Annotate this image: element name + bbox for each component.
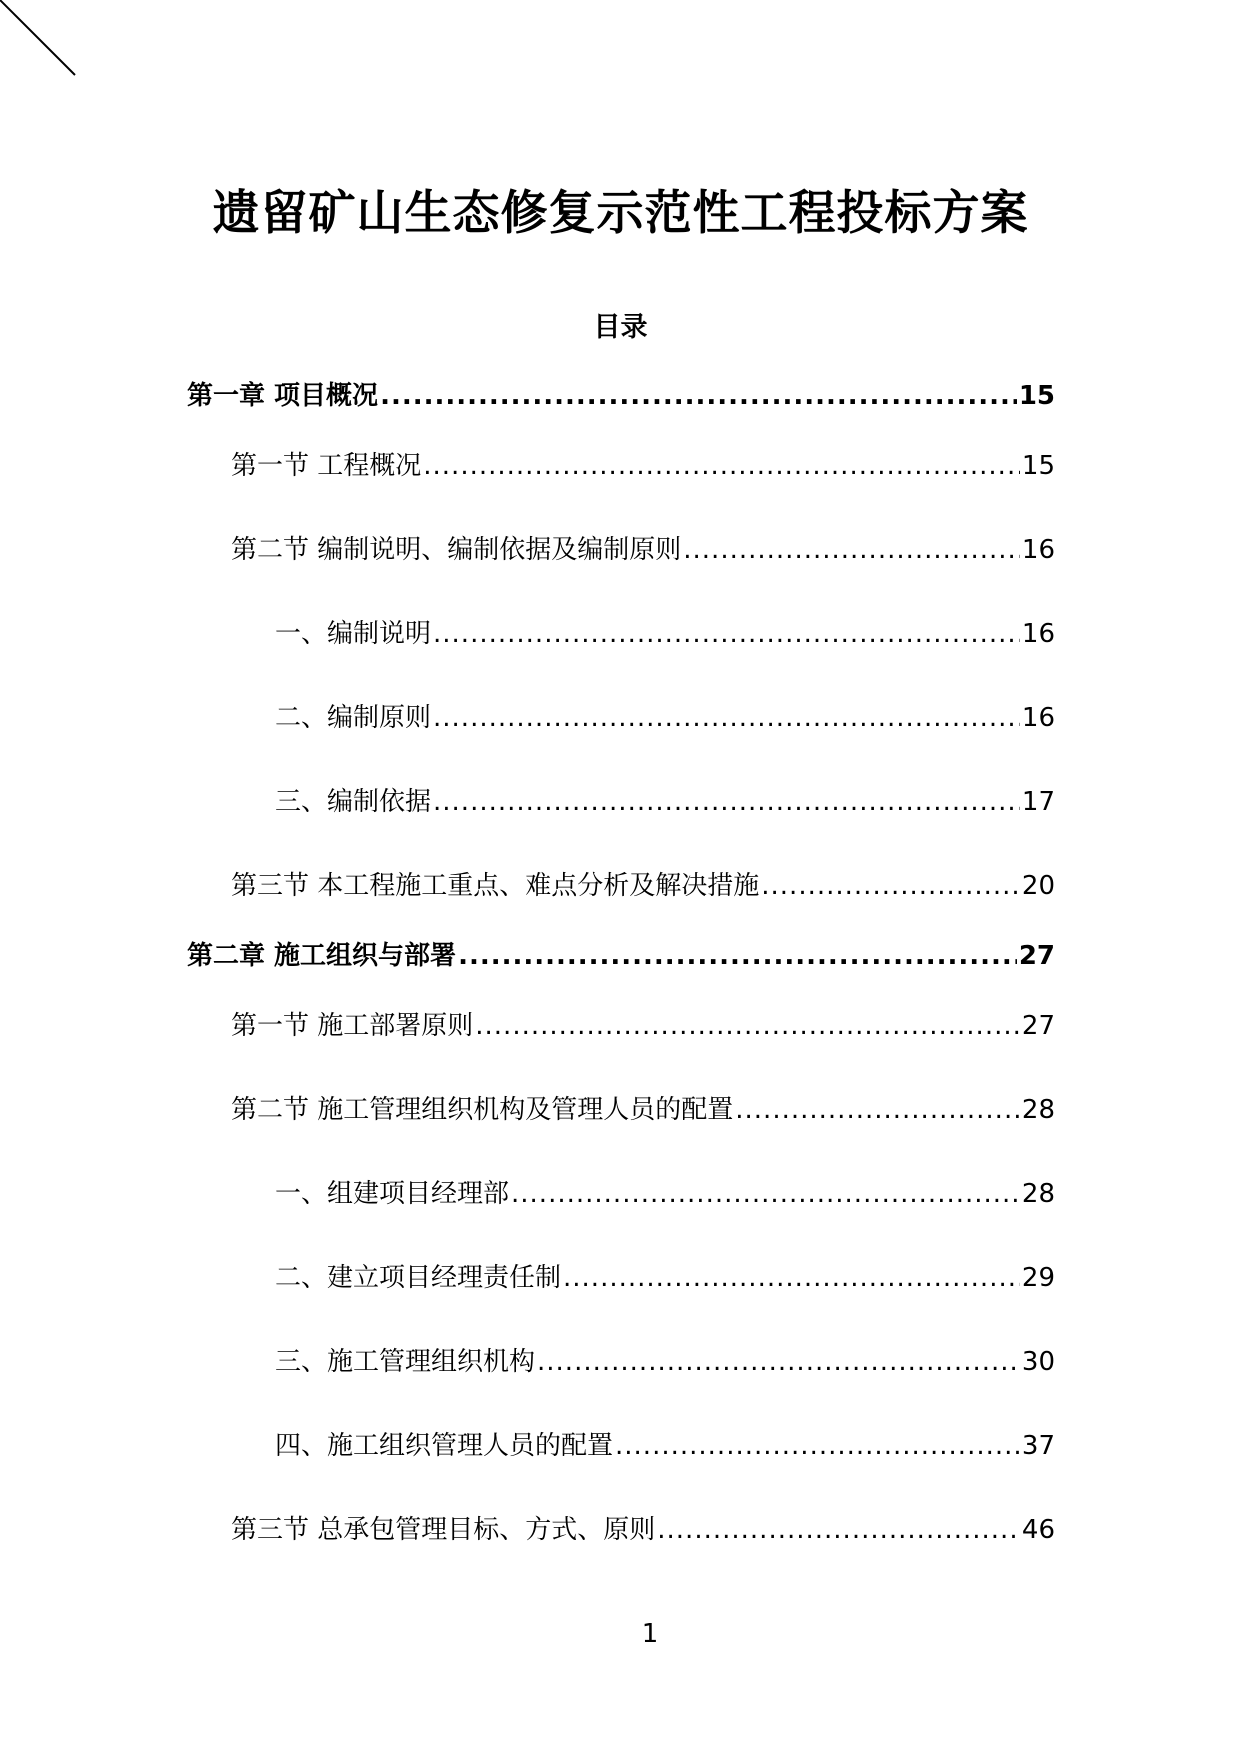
toc-entry-page: 16: [1021, 703, 1055, 733]
toc-entry-section-1-1[interactable]: [231, 446, 1055, 486]
toc-dot-leader: [511, 1174, 1020, 1214]
toc-dot-leader: [761, 866, 1020, 906]
toc-entry-section-2-3[interactable]: [231, 1510, 1055, 1550]
toc-dot-leader: [537, 1342, 1020, 1382]
toc-entry-label: 第一节 工程概况: [231, 451, 422, 481]
toc-dot-leader: [433, 614, 1020, 654]
toc-entry-label: 第三节 总承包管理目标、方式、原则: [231, 1515, 656, 1545]
toc-entry-section-1-3[interactable]: [231, 866, 1055, 906]
toc-entry-page: 37: [1021, 1431, 1055, 1461]
toc-entry-label: 第二章 施工组织与部署: [187, 941, 457, 971]
toc-dot-leader: [475, 1006, 1020, 1046]
toc-entry-label: 三、施工管理组织机构: [275, 1347, 536, 1377]
toc-entry-label: 二、编制原则: [275, 703, 432, 733]
toc-entry-page: 15: [1018, 381, 1055, 411]
toc-entry-page: 16: [1021, 535, 1055, 565]
toc-entry-page: 27: [1021, 1011, 1055, 1041]
toc-entry-section-2-1[interactable]: [231, 1006, 1055, 1046]
toc-entry-label: 一、编制说明: [275, 619, 432, 649]
toc-entry-label: 第二节 施工管理组织机构及管理人员的配置: [231, 1095, 734, 1125]
toc-dot-leader: [657, 1510, 1020, 1550]
toc-entry-subsection-1-2-2[interactable]: [275, 698, 1055, 738]
toc-entry-page: 46: [1021, 1515, 1055, 1545]
toc-entry-page: 20: [1021, 871, 1055, 901]
toc-heading: 目录: [593, 312, 648, 343]
toc-entry-subsection-2-2-3[interactable]: [275, 1342, 1055, 1382]
toc-entry-label: 第一节 施工部署原则: [231, 1011, 474, 1041]
toc-entry-page: 16: [1021, 619, 1055, 649]
toc-dot-leader: [433, 698, 1020, 738]
toc-entry-subsection-2-2-1[interactable]: [275, 1174, 1055, 1214]
toc-entry-page: 29: [1021, 1263, 1055, 1293]
page-number: 1: [641, 1619, 659, 1649]
toc-dot-leader: [380, 376, 1017, 416]
document-title: 遗留矿山生态修复示范性工程投标方案: [212, 186, 1029, 241]
toc-dot-leader: [433, 782, 1020, 822]
toc-entry-page: 15: [1021, 451, 1055, 481]
toc-entry-label: 一、组建项目经理部: [275, 1179, 510, 1209]
toc-entry-chapter-2[interactable]: [187, 936, 1055, 976]
toc-dot-leader: [423, 446, 1020, 486]
toc-entry-section-1-2[interactable]: [231, 530, 1055, 570]
toc-entry-page: 30: [1021, 1347, 1055, 1377]
toc-entry-subsection-1-2-1[interactable]: [275, 614, 1055, 654]
toc-entry-label: 二、建立项目经理责任制: [275, 1263, 562, 1293]
toc-entry-page: 27: [1018, 941, 1055, 971]
toc-entry-page: 28: [1021, 1179, 1055, 1209]
toc-entry-label: 第一章 项目概况: [187, 381, 379, 411]
toc-dot-leader: [735, 1090, 1020, 1130]
toc-entry-page: 28: [1021, 1095, 1055, 1125]
toc-dot-leader: [683, 530, 1020, 570]
toc-dot-leader: [615, 1426, 1020, 1466]
toc-entry-label: 四、施工组织管理人员的配置: [275, 1431, 614, 1461]
toc-dot-leader: [458, 936, 1017, 976]
toc-entry-chapter-1[interactable]: [187, 376, 1055, 416]
toc-entry-subsection-1-2-3[interactable]: [275, 782, 1055, 822]
toc-entry-label: 第三节 本工程施工重点、难点分析及解决措施: [231, 871, 760, 901]
toc-entry-subsection-2-2-4[interactable]: [275, 1426, 1055, 1466]
toc-entry-subsection-2-2-2[interactable]: [275, 1258, 1055, 1298]
toc-entry-label: 三、编制依据: [275, 787, 432, 817]
toc-dot-leader: [563, 1258, 1020, 1298]
toc-entry-label: 第二节 编制说明、编制依据及编制原则: [231, 535, 682, 565]
toc-entry-page: 17: [1021, 787, 1055, 817]
toc-entry-section-2-2[interactable]: [231, 1090, 1055, 1130]
